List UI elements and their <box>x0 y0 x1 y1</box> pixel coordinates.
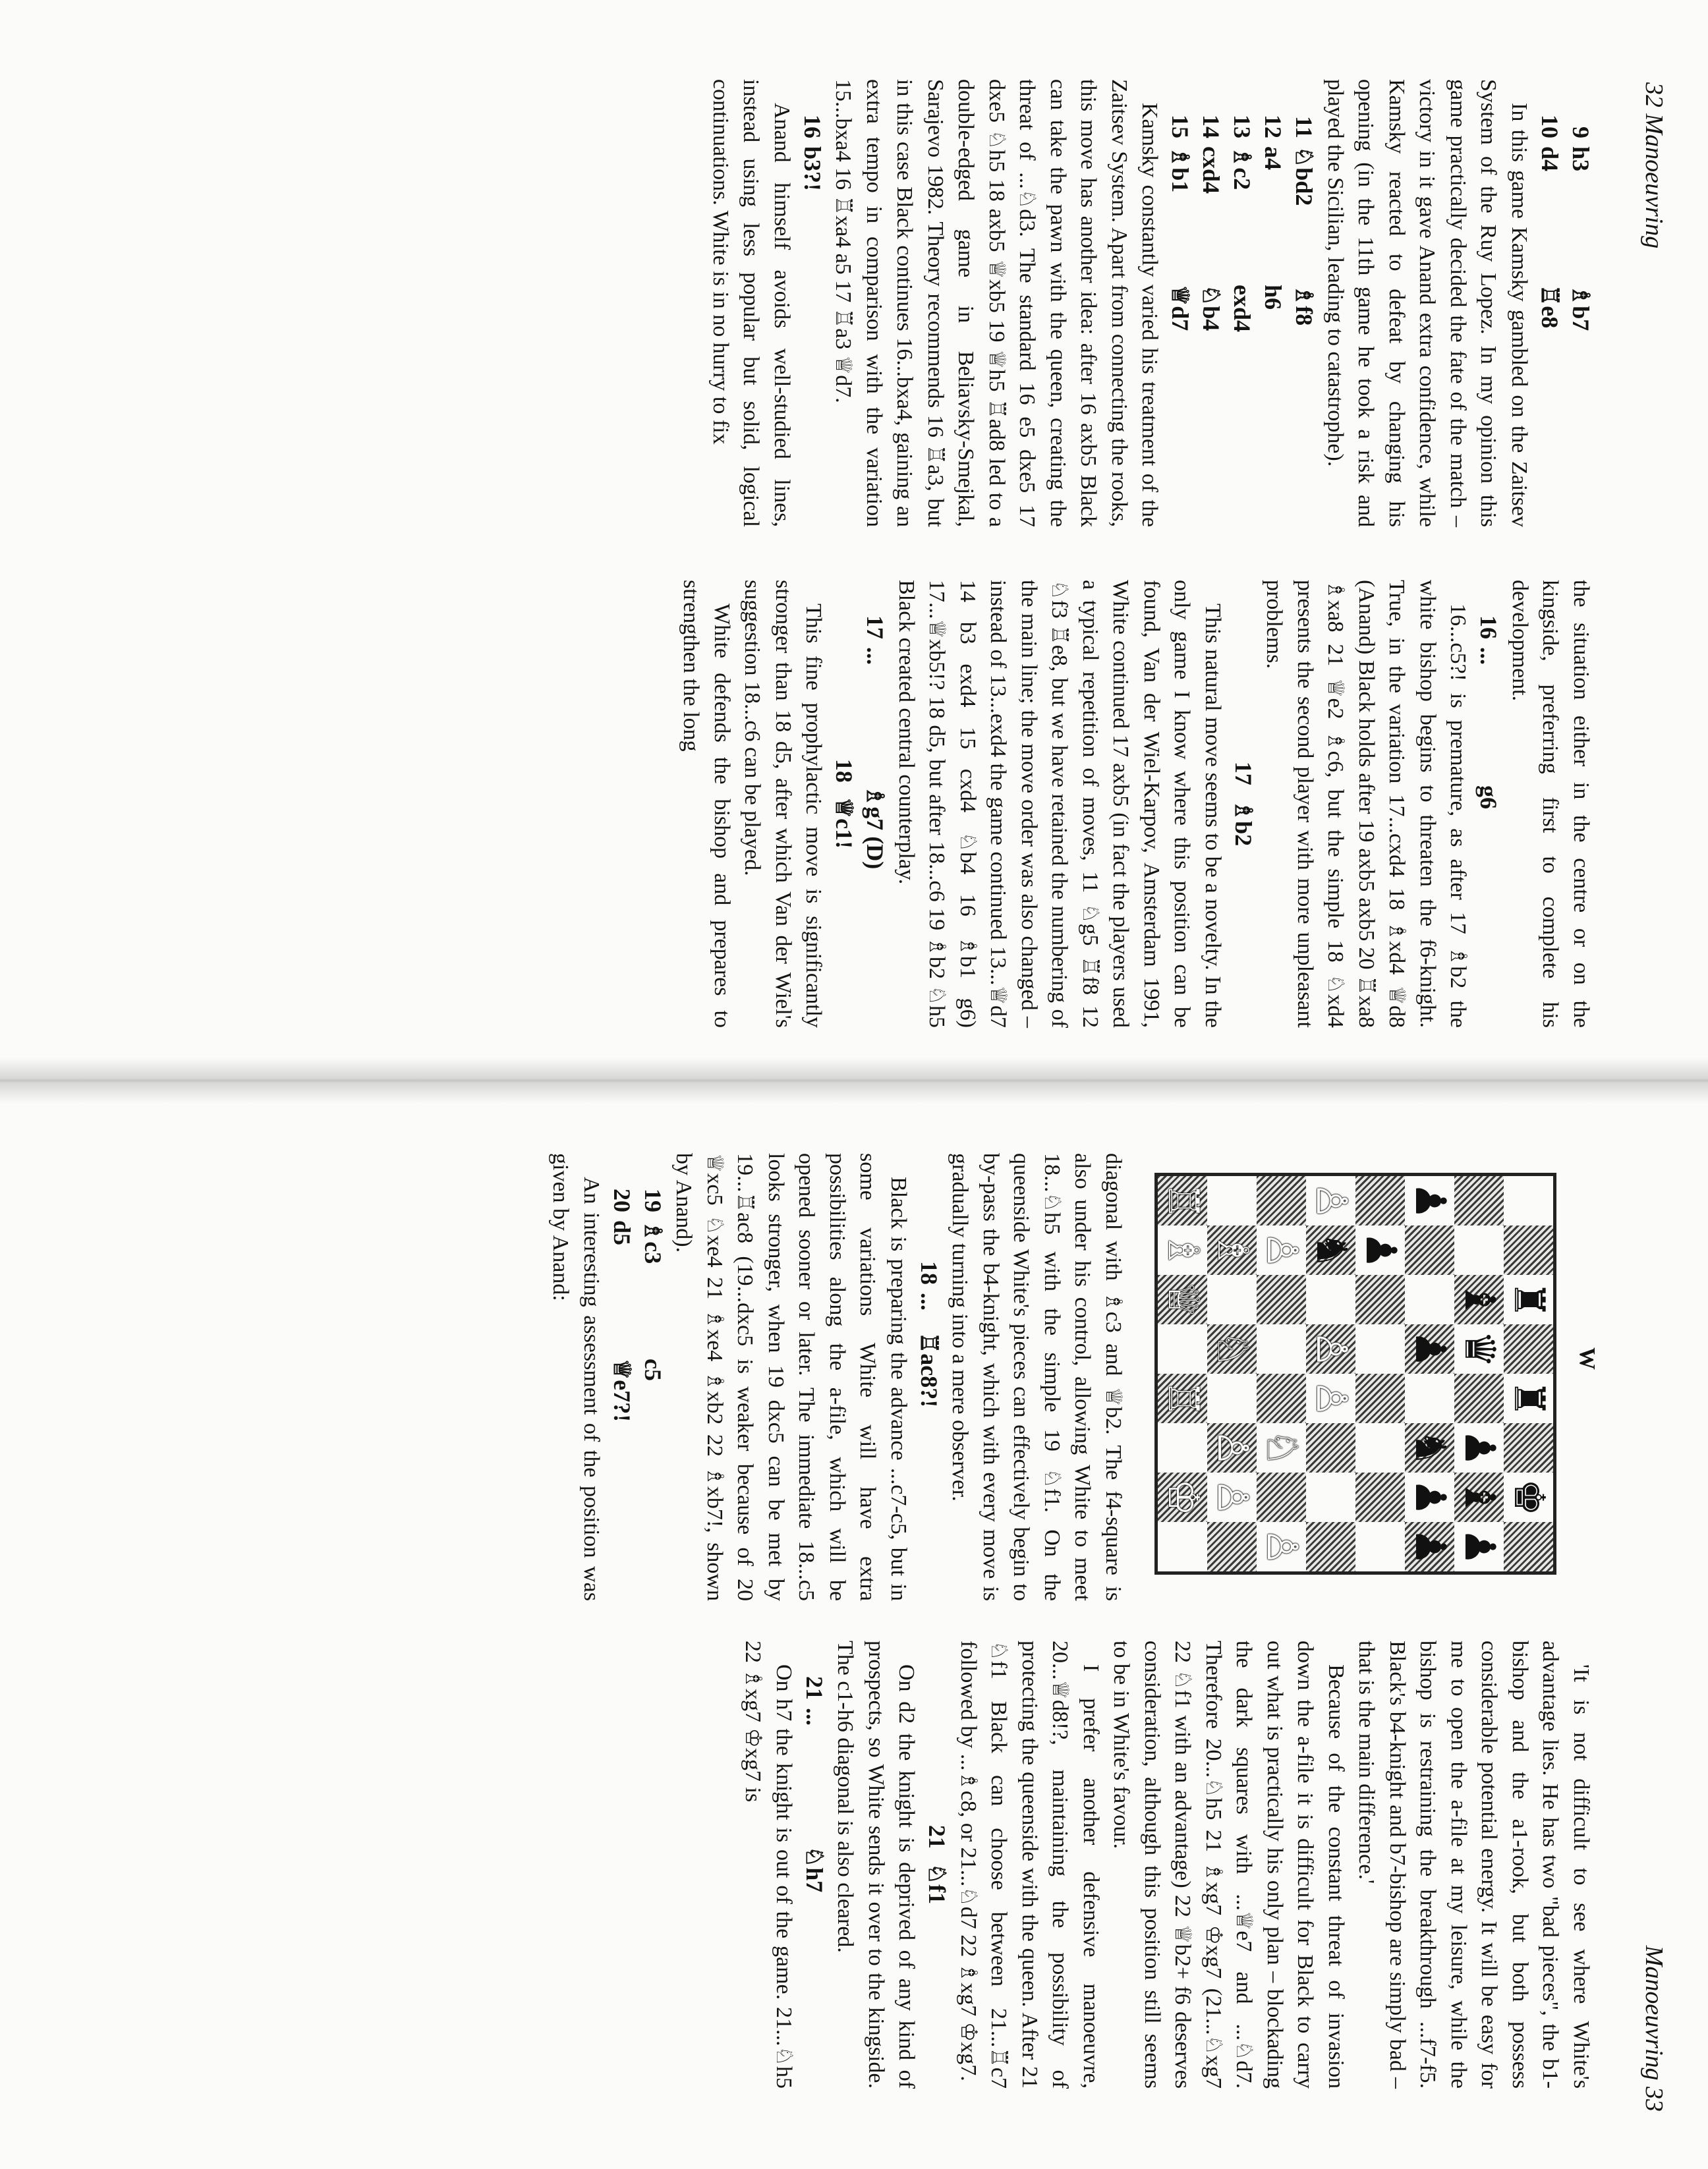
board-square <box>1257 1374 1306 1423</box>
chess-piece: ♙ <box>1257 1231 1306 1270</box>
white-move: b3?! <box>799 146 826 192</box>
annotation-paragraph: Black is preparing the advance ...c7-c5, but in some variations White will have extra possibilities along the a-file, which will be opened sooner or later. The immediate 18...c5 looks stronger, when 19 dxc5 can be met by 19...♖ac8 (19...dxc5 is weaker because of 20 ♕xc5 ♘xe4 21 ♗xe4 ♗xb2 22 ♗xb7!, shown by Anand). <box>671 1153 911 1601</box>
annotation-paragraph: This natural move seems to be a novelty. In the only game I know where this position can be found, Van der Wiel-Karpov, Amsterdam 1991, White continued 17 axb5 (in fact the players used a typical repetition of moves, 11 ♘g5 ♖f8 12 ♘f3 ♖e8, but we have retained the numbering of the main line; the move order was also changed – instead of 13...exd4 the game continued 13...♕d7 14 b3 exd4 15 cxd4 ♘b4 16 ♗b1 g6) 17...♕xb5!? 18 d5, but after 18...c6 19 ♗b2 ♘h5 Black created central counterplay. <box>894 580 1225 1028</box>
chess-piece: ♘ <box>1257 1428 1306 1467</box>
board-square <box>1158 1423 1207 1473</box>
move-line <box>1258 79 1289 527</box>
chess-piece: ♙ <box>1208 1478 1257 1517</box>
white-move: d5 <box>609 1220 635 1246</box>
board-square <box>1306 1423 1355 1473</box>
chess-piece: ♙ <box>1257 1527 1306 1566</box>
move-line <box>1165 79 1196 527</box>
chess-piece: ♖ <box>1158 1379 1207 1418</box>
black-move: c5 <box>640 1359 666 1381</box>
white-move: ♗c3 <box>640 1220 666 1264</box>
board-square <box>1257 1473 1306 1522</box>
text-column-4 <box>737 1641 1596 2089</box>
board-square <box>1306 1275 1355 1324</box>
running-head: Manoeuvring 33 <box>1640 1945 1668 2112</box>
chess-piece: ♙ <box>1307 1181 1355 1220</box>
black-move <box>797 285 828 456</box>
annotation-paragraph: An interesting assessment of the position was given by Anand: <box>548 1153 604 1601</box>
board-square <box>1158 1324 1207 1374</box>
chess-piece: ♝ <box>1455 1280 1504 1319</box>
move-number: 18 <box>831 758 858 783</box>
white-move: a4 <box>1260 146 1287 170</box>
move-line <box>606 1153 637 1601</box>
black-move: g6 <box>1475 785 1502 809</box>
chess-piece: ♙ <box>1208 1428 1257 1467</box>
board-square <box>1504 1522 1553 1571</box>
board-square <box>1405 1275 1454 1324</box>
board-square <box>1207 1522 1257 1571</box>
board-square <box>1306 1473 1355 1522</box>
chess-piece: ♟ <box>1406 1181 1454 1220</box>
white-move: cxd4 <box>1198 146 1225 194</box>
board-square <box>1355 1324 1405 1374</box>
annotation-paragraph: Because of the constant threat of invasion down the a-file it is difficult for Black to carry out what is practically his only plan – blockading the dark squares with ...♕e7 and ...♘d7. Therefore 20...♘h5 21 ♗xg7 ♔xg7 (21...♘xg7 22 ♘f1 with an advantage) 22 ♕b2+ f6 deserves consideration, although this position still seems to be in White's favour. <box>1109 1641 1348 2089</box>
annotation-paragraph: diagonal with ♗c3 and ♕b2. The f4-square is also under his control, allowing White to meet 18...♘h5 with the simple 19 ♘f1. On the queenside White's pieces can effectively begin to by-pass the b4-knight, which with every move is gradually turning into a mere observer. <box>948 1153 1125 1601</box>
board-square <box>1405 1225 1454 1275</box>
move-number: 16 <box>1475 615 1502 639</box>
move-number: 13 <box>1229 115 1256 138</box>
white-move: ♗b1 <box>1167 146 1194 193</box>
board-square <box>1355 1275 1405 1324</box>
board-square <box>1306 1522 1355 1571</box>
black-move: ♕e7?! <box>609 1359 635 1423</box>
board-square <box>1207 1374 1257 1423</box>
right-page <box>0 1113 1708 2155</box>
move-number: 11 <box>1291 115 1318 138</box>
board-square <box>1207 1176 1257 1225</box>
white-move: ♗b2 <box>1230 799 1257 847</box>
move-line <box>1227 79 1258 527</box>
board-square <box>1355 1423 1405 1473</box>
move-line <box>1565 79 1596 527</box>
annotation-paragraph: 'It is not difficult to see where White's advantage lies. He has two "bad pieces", the b1-bishop and the a1-rook, but both possess considerable potential energy. It will be easy for me to open the a-file at my leisure, while the bishop is restraining the breakthrough ...f7-f5. Black's b4-knight and b7-bishop are simply bad – that is the main difference.' <box>1354 1641 1593 2089</box>
annotation-paragraph: In this game Kamsky gambled on the Zaitsev System of the Ruy Lopez. In my opinion this game practically decided the fate of the match – victory in it gave Anand extra confidence, while Kamsky reacted to defeat by changing his opening (in the 11th game he took a risk and played the Sicilian, leading to catastrophe). <box>1323 79 1531 527</box>
white-move: ♘f1 <box>924 1863 951 1905</box>
chess-piece: ♙ <box>1307 1330 1355 1368</box>
black-move: ♖e8 <box>1537 285 1563 329</box>
board-square <box>1504 1225 1553 1275</box>
move-line <box>637 1153 668 1601</box>
chess-piece: ♞ <box>1406 1428 1454 1467</box>
white-move: ... <box>801 1708 828 1726</box>
chess-piece: ♖ <box>1158 1181 1207 1220</box>
board-square <box>1504 1423 1553 1473</box>
move-number: 14 <box>1198 115 1225 138</box>
move-number: 18 <box>916 1261 942 1285</box>
annotation-paragraph: 16...c5?! is premature, as after 17 ♗b2 the white bishop begins to threaten the f6-knight. True, in the variation 17...cxd4 18 ♗xd4 ♕d8 (Anand) Black holds after 19 axb5 axb5 20 ♖xa8 ♗xa8 21 ♕e2 ♗c6, but the simple 18 ♘xd4 presents the second player with more unpleasant problems. <box>1262 580 1471 1028</box>
move-line <box>1289 79 1320 527</box>
chess-piece: ♟ <box>1406 1330 1454 1368</box>
chess-piece: ♞ <box>1307 1231 1355 1270</box>
white-move: ... <box>862 647 889 665</box>
move-line <box>797 79 828 527</box>
board-square <box>1454 1225 1504 1275</box>
move-number: 12 <box>1260 115 1287 138</box>
move-number: 17 <box>862 615 889 639</box>
chess-piece: ♜ <box>1504 1280 1553 1319</box>
move-number: 21 <box>801 1676 828 1700</box>
white-move: ♗c2 <box>1229 146 1256 190</box>
white-move: ♕c1! <box>831 797 858 849</box>
move-line <box>913 1153 944 1601</box>
chess-piece: ♝ <box>1455 1478 1504 1517</box>
chess-diagram <box>1154 1173 1556 1575</box>
annotation-paragraph: I prefer another defensive manoeuvre, 20...♕d8!?, maintaining the possibility of protecting the queenside with the queen. After 21 ♘f1 Black can choose between 21...♖c7 followed by ...♗c8, or 21...♘d7 22 ♗xg7 ♔xg7. <box>956 1641 1103 2089</box>
white-move: d4 <box>1537 146 1563 172</box>
chess-piece: ♘ <box>1208 1330 1257 1368</box>
chess-piece: ♜ <box>1504 1379 1553 1418</box>
move-number: 19 <box>640 1189 666 1212</box>
board-square <box>1405 1374 1454 1423</box>
board-square <box>1355 1522 1405 1571</box>
black-move: ♗b7 <box>1568 285 1594 331</box>
chess-piece: ♛ <box>1455 1330 1504 1368</box>
move-number: 21 <box>924 1824 951 1849</box>
move-line <box>829 580 860 1028</box>
left-page <box>0 40 1708 1081</box>
black-move: ♗g7 (D) <box>862 785 889 870</box>
annotation-paragraph: Kamsky constantly varied his treatment of the Zaitsev System. Apart from connecting the rooks, this move has another idea: after 16 axb5 Black can take the pawn with the queen, creating the threat of ...♘d3. The standard 16 e5 dxe5 17 dxe5 ♘h5 18 axb5 ♕xb5 19 ♕h5 ♖ad8 led to a double-edged game in Beliavsky-Smejkal, Sarajevo 1982. Theory recommends 16 ♖a3, but in this case Black continues 16...bxa4, gaining an extra tempo in comparison with the variation 15...bxa4 16 ♖xa4 a5 17 ♖a3 ♕d7. <box>831 79 1162 527</box>
board-square <box>1207 1275 1257 1324</box>
move-line <box>1228 580 1259 1028</box>
chess-piece: ♔ <box>1158 1478 1207 1517</box>
move-number: 17 <box>1230 761 1257 785</box>
move-number: 9 <box>1568 127 1594 138</box>
board-square <box>1158 1522 1207 1571</box>
running-head: 32 Manoeuvring <box>1640 82 1668 249</box>
white-move: ♘bd2 <box>1291 146 1318 206</box>
chess-piece: ♟ <box>1455 1527 1504 1566</box>
move-line <box>1534 79 1565 527</box>
annotation-paragraph: On d2 the knight is deprived of any kind of prospects, so White sends it over to the kingside. The c1-h6 diagonal is also cleared. <box>833 1641 919 2089</box>
black-move: ♗f8 <box>1291 285 1318 326</box>
chess-piece: ♟ <box>1406 1527 1454 1566</box>
black-move: ♕d7 <box>1167 285 1194 331</box>
chess-piece: ♟ <box>1455 1428 1504 1467</box>
board-square <box>1257 1176 1306 1225</box>
chess-piece: ♗ <box>1158 1231 1207 1270</box>
board-square <box>1454 1374 1504 1423</box>
text-column-2 <box>675 580 1596 1028</box>
chess-piece: ♗ <box>1208 1231 1257 1270</box>
move-line <box>922 1641 953 2089</box>
annotation-paragraph: On h7 the knight is out of the game. 21...♘h5 22 ♗xg7 ♔xg7 is <box>741 1641 796 2089</box>
board-square <box>1504 1176 1553 1225</box>
board-square <box>1355 1176 1405 1225</box>
text-column-3 <box>545 1153 1128 1601</box>
move-number: 16 <box>799 115 826 138</box>
black-move: ♖ac8?! <box>916 1332 942 1408</box>
annotation-paragraph: This fine prophylactic move is significantly stronger than 18 d5, after which Van der Wiel's suggestion 18...c6 can be played. <box>740 580 826 1028</box>
annotation-paragraph: Anand himself avoids well-studied lines, instead using less popular but solid, logical continuations. White is in no hurry to fix <box>708 79 794 527</box>
diagram-side-to-move-label: W <box>1575 1347 1599 1370</box>
board-square <box>1355 1473 1405 1522</box>
black-move: ♘b4 <box>1198 285 1225 331</box>
board-square <box>1257 1275 1306 1324</box>
white-move: h3 <box>1568 146 1594 172</box>
move-number: 20 <box>609 1189 635 1212</box>
text-column-1 <box>705 79 1597 527</box>
move-line <box>799 1641 830 2089</box>
black-move: exd4 <box>1229 285 1256 332</box>
annotation-paragraph: the situation either in the centre or on the kingside, preferring first to complete his development. <box>1508 580 1593 1028</box>
chess-piece: ♚ <box>1504 1478 1553 1517</box>
board-square <box>1454 1176 1504 1225</box>
white-move: ... <box>916 1293 942 1310</box>
board-square <box>1355 1374 1405 1423</box>
move-line <box>1473 580 1504 1028</box>
board-square <box>1257 1324 1306 1374</box>
chess-piece: ♙ <box>1307 1379 1355 1418</box>
move-number: 10 <box>1537 115 1563 138</box>
black-move: ♘h7 <box>801 1846 828 1893</box>
chess-piece: ♟ <box>1356 1231 1405 1270</box>
move-line <box>860 580 891 1028</box>
board-square <box>1504 1324 1553 1374</box>
chess-piece: ♟ <box>1406 1478 1454 1517</box>
move-line <box>1196 79 1227 527</box>
move-number: 15 <box>1167 115 1194 138</box>
chess-piece: ♕ <box>1158 1280 1207 1319</box>
black-move: h6 <box>1260 285 1287 310</box>
white-move: ... <box>1475 647 1502 665</box>
annotation-paragraph: White defends the bishop and prepares to strengthen the long <box>679 580 734 1028</box>
